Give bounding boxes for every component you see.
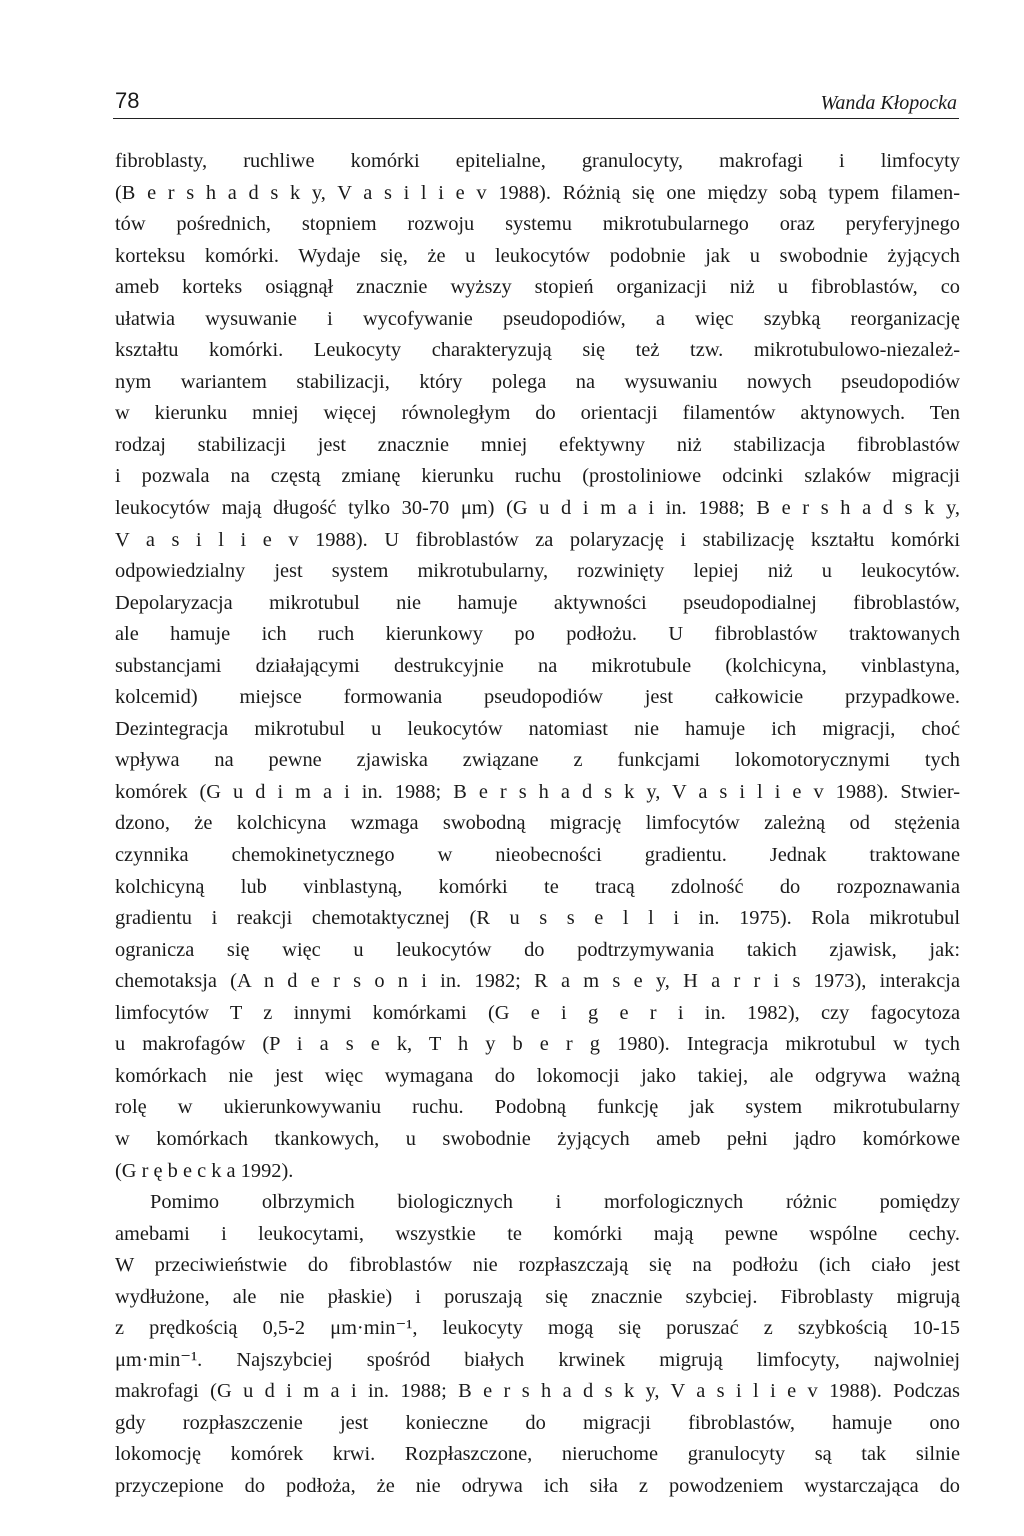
text-line: V a s i l i e v 1988). U fibroblastów za polaryzację i stabilizację kształtu komórki (115, 528, 960, 551)
text-line: rodzaj stabilizacji jest znacznie mniej efektywny niż stabilizacja fibroblastów (115, 433, 960, 456)
text-line: kolcemid) miejsce formowania pseudopodiów jest całkowicie przypadkowe. (115, 686, 960, 709)
text-line: przyczepione do podłoża, że nie odrywa ich siła z powodzeniem wystarczająca do (115, 1474, 960, 1497)
text-line: komórkach nie jest więc wymagana do lokomocji jako takiej, ale odgrywa ważną (115, 1064, 960, 1087)
paragraph-end-line: (G r ę b e c k a 1992). (115, 1159, 294, 1182)
text-line: korteksu komórki. Wydaje się, że u leukocytów podobnie jak u swobodnie żyjących (115, 244, 960, 267)
body-text (115, 146, 960, 1503)
text-line: z prędkością 0,5-2 μm·min⁻¹, leukocyty mogą się poruszać z szybkością 10-15 (115, 1317, 960, 1340)
text-line: amebami i leukocytami, wszystkie te komórki mają pewne wspólne cechy. (115, 1222, 960, 1245)
text-line: kształtu komórki. Leukocyty charakteryzują się też tzw. mikrotubulowo-niezależ- (115, 339, 960, 362)
text-line: ale hamuje ich ruch kierunkowy po podłożu. U fibroblastów traktowanych (115, 623, 960, 646)
text-line: kolchicyną lub vinblastyną, komórki te tracą zdolność do rozpoznawania (115, 875, 960, 898)
text-line: W przeciwieństwie do fibroblastów nie rozpłaszczają się na podłożu (ich ciało jest (115, 1254, 960, 1277)
running-head: Wanda Kłopocka (820, 92, 957, 114)
text-line: czynnika chemokinetycznego w nieobecności gradientu. Jednak traktowane (115, 844, 960, 867)
page-header (113, 88, 959, 119)
text-line: komórek (G u d i m a i in. 1988; B e r s h a d s k y, V a s i l i e v 1988). Stwier- (115, 780, 960, 803)
text-line: wydłużone, ale nie płaskie) i poruszają się znacznie szybciej. Fibroblasty migrują (115, 1285, 960, 1308)
text-line: limfocytów T z innymi komórkami (G e i g e r i in. 1982), czy fagocytoza (115, 1001, 960, 1024)
text-line: ogranicza się więc u leukocytów do podtrzymywania takich zjawisk, jak: (115, 938, 960, 961)
text-line: leukocytów mają długość tylko 30-70 μm) (G u d i m a i in. 1988; B e r s h a d s k y, (115, 497, 960, 520)
text-line: i pozwala na częstą zmianę kierunku ruchu (prostoliniowe odcinki szlaków migracji (115, 465, 960, 488)
text-line: rolę w ukierunkowywaniu ruchu. Podobną funkcję jak system mikrotubularny (115, 1096, 960, 1119)
text-line: μm·min⁻¹. Najszybciej spośród białych krwinek migrują limfocyty, najwolniej (115, 1348, 960, 1371)
text-line: w kierunku mniej więcej równoległym do orientacji filamentów aktynowych. Ten (115, 402, 960, 425)
text-line: nym wariantem stabilizacji, który polega na wysuwaniu nowych pseudopodiów (115, 370, 960, 393)
text-line: fibroblasty, ruchliwe komórki epitelialne, granulocyty, makrofagi i limfocyty (115, 150, 960, 172)
text-line: Depolaryzacja mikrotubul nie hamuje aktywności pseudopodialnej fibroblastów, (115, 591, 960, 614)
page-number: 78 (115, 88, 140, 113)
text-line: makrofagi (G u d i m a i in. 1988; B e r s h a d s k y, V a s i l i e v 1988). Podczas (115, 1380, 960, 1403)
text-line: tów pośrednich, stopniem rozwoju systemu mikrotubularnego oraz peryferyjnego (115, 213, 960, 236)
text-line: w komórkach tkankowych, u swobodnie żyjących ameb pełni jądro komórkowe (115, 1127, 960, 1150)
text-line: (B e r s h a d s k y, V a s i l i e v 1988). Różnią się one między sobą typem filamen- (115, 181, 960, 204)
text-line: ułatwia wysuwanie i wycofywanie pseudopodiów, a więc szybką reorganizację (115, 307, 960, 330)
text-line: dzono, że kolchicyna wzmaga swobodną migrację limfocytów zależną od stężenia (115, 812, 960, 835)
text-line: odpowiedzialny jest system mikrotubularny, rozwinięty lepiej niż u leukocytów. (115, 560, 960, 583)
text-line: chemotaksja (A n d e r s o n i in. 1982; R a m s e y, H a r r i s 1973), interakcja (115, 970, 960, 993)
text-line: u makrofagów (P i a s e k, T h y b e r g 1980). Integracja mikrotubul w tych (115, 1033, 960, 1056)
text-line: gdy rozpłaszczenie jest konieczne do migracji fibroblastów, hamuje ono (115, 1411, 960, 1434)
paragraph-start-line: Pomimo olbrzymich biologicznych i morfologicznych różnic pomiędzy (150, 1191, 960, 1214)
text-line: substancjami działającymi destrukcyjnie na mikrotubule (kolchicyna, vinblastyna, (115, 654, 960, 677)
text-line: gradientu i reakcji chemotaktycznej (R u s s e l l i in. 1975). Rola mikrotubul (115, 907, 960, 930)
text-line: wpływa na pewne zjawiska związane z funkcjami lokomotorycznymi tych (115, 749, 960, 772)
text-line: Dezintegracja mikrotubul u leukocytów natomiast nie hamuje ich migracji, choć (115, 717, 960, 740)
text-line: lokomocję komórek krwi. Rozpłaszczone, nieruchome granulocyty są tak silnie (115, 1443, 960, 1466)
text-line: ameb korteks osiągnął znacznie wyższy stopień organizacji niż u fibroblastów, co (115, 276, 960, 299)
